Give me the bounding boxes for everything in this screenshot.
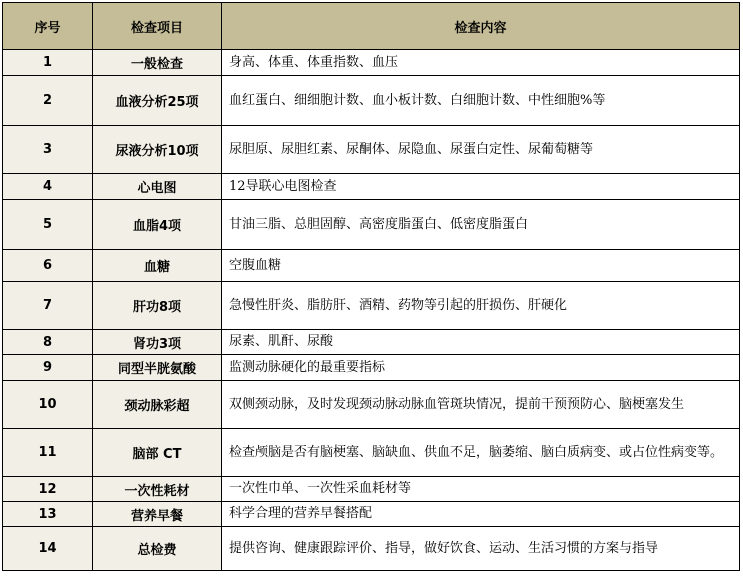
row-index: 6 bbox=[3, 250, 93, 282]
row-index: 9 bbox=[3, 355, 93, 381]
table-row bbox=[3, 429, 740, 477]
table-row bbox=[3, 527, 740, 571]
row-index: 2 bbox=[3, 76, 93, 126]
row-index: 12 bbox=[3, 477, 93, 502]
row-content: 监测动脉硬化的最重要指标 bbox=[222, 355, 740, 381]
table-row bbox=[3, 282, 740, 330]
row-index: 3 bbox=[3, 126, 93, 174]
table-row bbox=[3, 126, 740, 174]
row-index: 8 bbox=[3, 330, 93, 355]
row-item: 一般检查 bbox=[93, 50, 222, 76]
row-index: 4 bbox=[3, 174, 93, 200]
checkup-table bbox=[2, 2, 740, 571]
row-content: 提供咨询、健康跟踪评价、指导，做好饮食、运动、生活习惯的方案与指导 bbox=[222, 527, 740, 571]
row-content: 尿素、肌酐、尿酸 bbox=[222, 330, 740, 355]
row-index: 14 bbox=[3, 527, 93, 571]
table-row bbox=[3, 250, 740, 282]
table-row bbox=[3, 381, 740, 429]
row-item: 血液分析25项 bbox=[93, 76, 222, 126]
row-content: 检查颅脑是否有脑梗塞、脑缺血、供血不足，脑萎缩、脑白质病变、或占位性病变等。 bbox=[222, 429, 740, 477]
row-item: 肾功3项 bbox=[93, 330, 222, 355]
table-row bbox=[3, 355, 740, 381]
table-row bbox=[3, 76, 740, 126]
row-item: 脑部 CT bbox=[93, 429, 222, 477]
row-item: 同型半胱氨酸 bbox=[93, 355, 222, 381]
table-row bbox=[3, 50, 740, 76]
row-content: 空腹血糖 bbox=[222, 250, 740, 282]
row-content: 血红蛋白、细细胞计数、血小板计数、白细胞计数、中性细胞%等 bbox=[222, 76, 740, 126]
row-content: 科学合理的营养早餐搭配 bbox=[222, 502, 740, 527]
row-content: 双侧颈动脉，及时发现颈动脉动脉血管斑块情况，提前干预预防心、脑梗塞发生 bbox=[222, 381, 740, 429]
row-content: 急慢性肝炎、脂肪肝、酒精、药物等引起的肝损伤、肝硬化 bbox=[222, 282, 740, 330]
row-content: 身高、体重、体重指数、血压 bbox=[222, 50, 740, 76]
row-item: 心电图 bbox=[93, 174, 222, 200]
row-index: 11 bbox=[3, 429, 93, 477]
row-index: 13 bbox=[3, 502, 93, 527]
header-index: 序号 bbox=[3, 3, 93, 50]
row-index: 10 bbox=[3, 381, 93, 429]
row-item: 营养早餐 bbox=[93, 502, 222, 527]
table-row bbox=[3, 477, 740, 502]
row-content: 12导联心电图检查 bbox=[222, 174, 740, 200]
table-row bbox=[3, 174, 740, 200]
header-content: 检查内容 bbox=[222, 3, 740, 50]
row-item: 颈动脉彩超 bbox=[93, 381, 222, 429]
row-content: 甘油三脂、总胆固醇、高密度脂蛋白、低密度脂蛋白 bbox=[222, 200, 740, 250]
row-item: 肝功8项 bbox=[93, 282, 222, 330]
row-item: 一次性耗材 bbox=[93, 477, 222, 502]
row-index: 1 bbox=[3, 50, 93, 76]
row-content: 尿胆原、尿胆红素、尿酮体、尿隐血、尿蛋白定性、尿葡萄糖等 bbox=[222, 126, 740, 174]
row-item: 总检费 bbox=[93, 527, 222, 571]
table-header-row bbox=[3, 3, 740, 50]
row-index: 5 bbox=[3, 200, 93, 250]
row-content: 一次性巾单、一次性采血耗材等 bbox=[222, 477, 740, 502]
row-item: 血脂4项 bbox=[93, 200, 222, 250]
header-item: 检查项目 bbox=[93, 3, 222, 50]
row-index: 7 bbox=[3, 282, 93, 330]
table-row bbox=[3, 330, 740, 355]
table-row bbox=[3, 200, 740, 250]
table-row bbox=[3, 502, 740, 527]
row-item: 血糖 bbox=[93, 250, 222, 282]
row-item: 尿液分析10项 bbox=[93, 126, 222, 174]
checkup-table-wrapper bbox=[2, 2, 740, 571]
